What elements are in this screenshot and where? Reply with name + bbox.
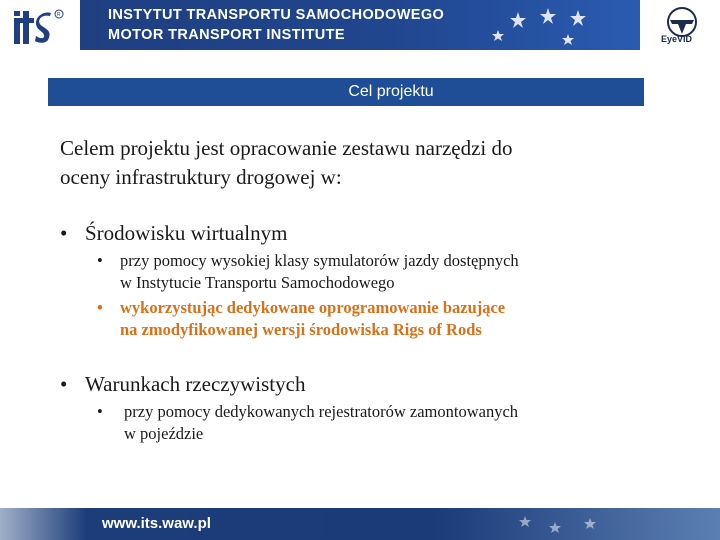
intro-line-2: oceny infrastruktury drogowej w: — [60, 165, 342, 189]
footer-stars-icon — [505, 510, 615, 538]
sub-bullet-line-2: w pojeździe — [124, 424, 204, 443]
sub-bullet-line-1: przy pomocy wysokiej klasy symulatorów jazdy dostępnych — [120, 251, 519, 270]
slide-title: Cel projektu — [348, 83, 434, 100]
header — [0, 0, 720, 52]
footer-url: www.its.waw.pl — [102, 515, 211, 532]
bullet-real-conditions — [60, 372, 305, 397]
slide-title-bar — [48, 78, 644, 106]
sub-bullet-marker: • — [97, 298, 103, 317]
sub-bullet-line-1: przy pomocy dedykowanych rejestratorów zamontowanych — [124, 402, 519, 421]
eyevid-logo-text: EyeVID — [661, 34, 693, 44]
bullet-marker: • — [60, 372, 68, 396]
sub-bullet-line-1: wykorzystując dedykowane oprogramowanie bazujące — [120, 298, 506, 317]
intro-paragraph — [60, 134, 660, 192]
sub-bullet-marker: • — [97, 402, 103, 421]
institute-name-english: MOTOR TRANSPORT INSTITUTE — [108, 27, 345, 43]
institute-name-polish: INSTYTUT TRANSPORTU SAMOCHODOWEGO — [108, 7, 445, 23]
sub-bullet-recorders — [97, 401, 657, 445]
bullet-label: Warunkach rzeczywistych — [85, 372, 306, 396]
sub-bullet-line-2: na zmodyfikowanej wersji środowiska Rigs of Rods — [120, 320, 482, 339]
intro-line-1: Celem projektu jest opracowanie zestawu narzędzi do — [60, 136, 513, 160]
eu-stars-icon — [478, 2, 608, 50]
its-logo-icon — [12, 8, 68, 48]
bullet-marker: • — [60, 221, 68, 245]
svg-text:R: R — [57, 12, 61, 18]
sub-bullet-line-2: w Instytucie Transportu Samochodowego — [120, 273, 395, 292]
sub-bullet-rigs-of-rods — [97, 297, 657, 341]
sub-bullet-simulators — [97, 250, 657, 294]
bullet-label: Środowisku wirtualnym — [85, 221, 288, 245]
bullet-virtual-environment — [60, 221, 287, 246]
sub-bullet-marker: • — [97, 251, 103, 270]
